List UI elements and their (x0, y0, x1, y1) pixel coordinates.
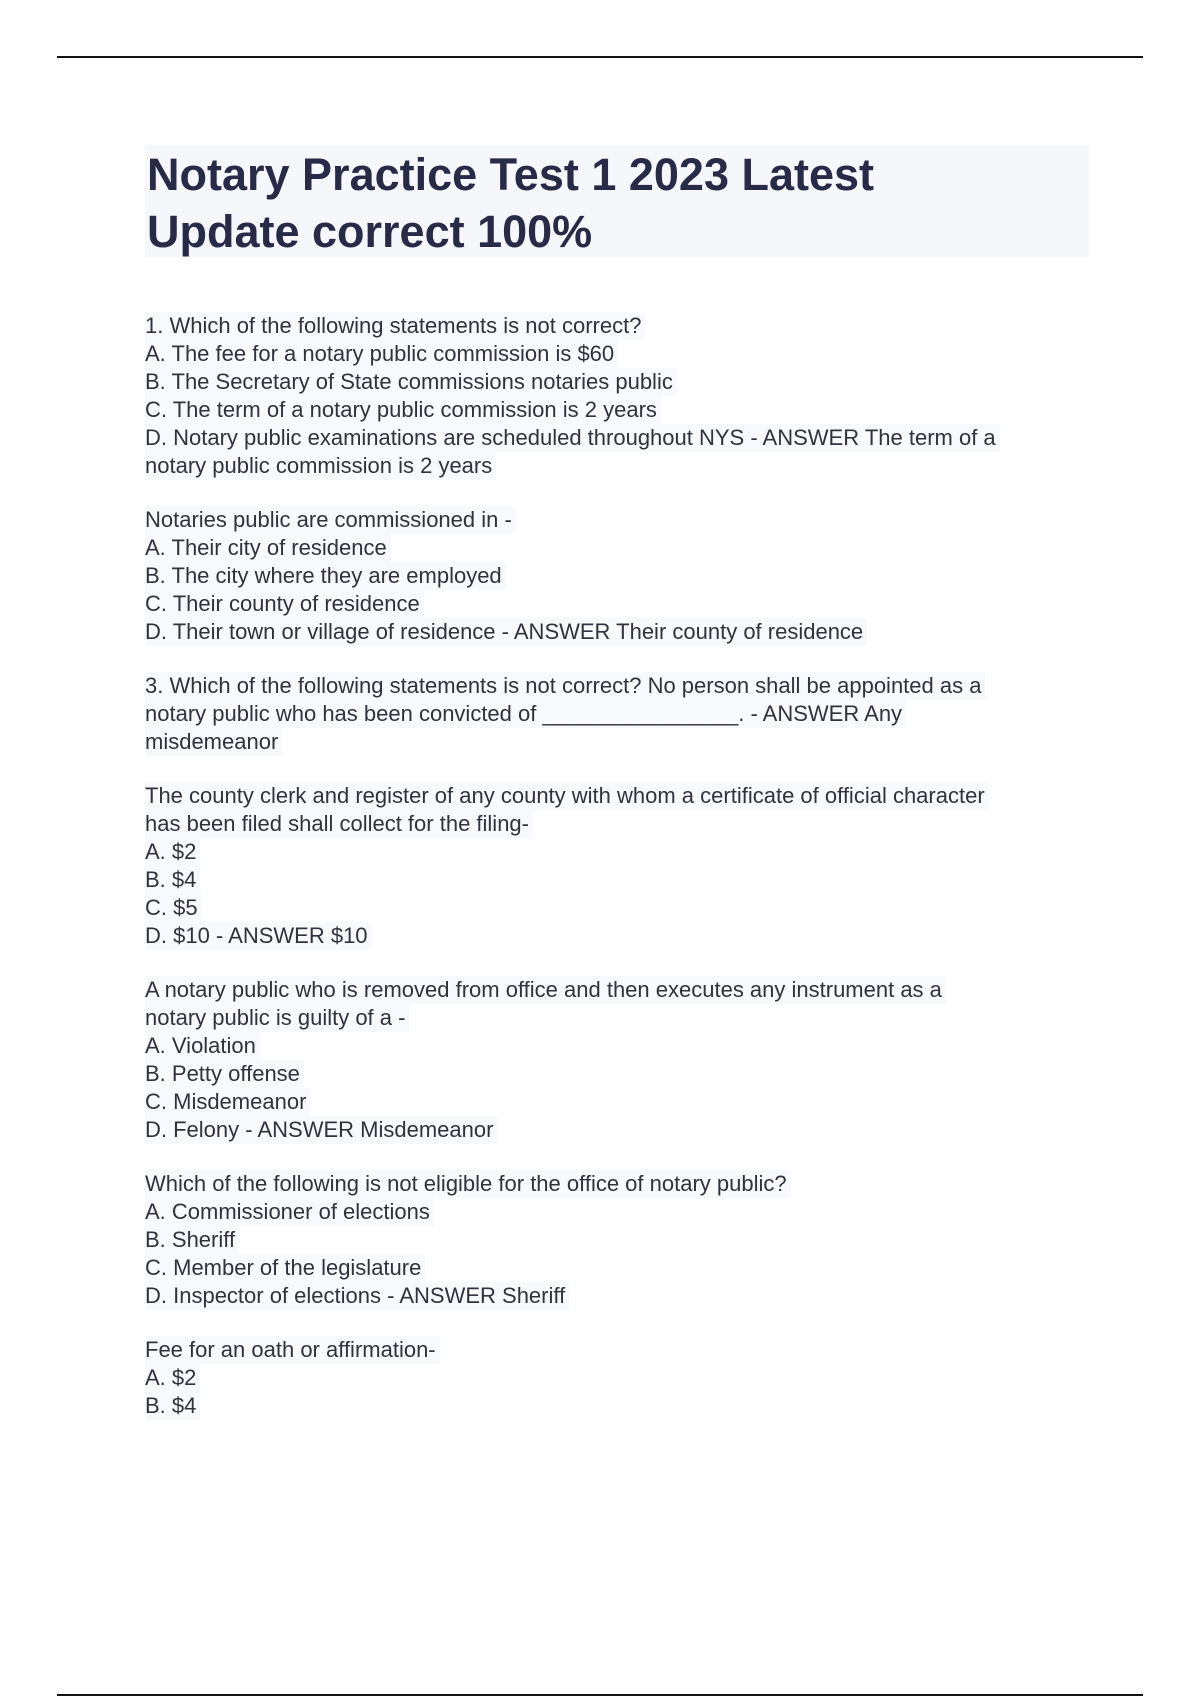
question-line: D. $10 - ANSWER $10 (145, 922, 372, 950)
question-line: A. Commissioner of elections (145, 1198, 434, 1226)
question-block (145, 782, 1095, 950)
question-line: D. Their town or village of residence - ANSWER Their county of residence (145, 618, 867, 646)
question-line: A. Their city of residence (145, 534, 391, 562)
question-text: Fee for an oath or affirmation- (145, 1336, 440, 1364)
question-line: notary public who has been convicted of ________________. - ANSWER Any (145, 700, 906, 728)
question-text: 3. Which of the following statements is not correct? No person shall be appointed as a (145, 672, 985, 700)
question-line: D. Felony - ANSWER Misdemeanor (145, 1116, 497, 1144)
question-line: D. Notary public examinations are scheduled throughout NYS - ANSWER The term of a (145, 424, 1000, 452)
question-text: The county clerk and register of any county with whom a certificate of official character (145, 782, 989, 810)
question-block (145, 506, 1095, 646)
question-line: B. $4 (145, 1392, 200, 1420)
question-block (145, 976, 1095, 1144)
question-block (145, 1336, 1095, 1420)
question-line: B. Petty offense (145, 1060, 304, 1088)
question-line: C. Misdemeanor (145, 1088, 310, 1116)
question-line: has been filed shall collect for the filing- (145, 810, 533, 838)
question-line: A. $2 (145, 838, 200, 866)
question-line: B. Sheriff (145, 1226, 239, 1254)
question-line: misdemeanor (145, 728, 282, 756)
bottom-rule (57, 1694, 1143, 1696)
question-line: C. $5 (145, 894, 202, 922)
question-block (145, 1170, 1095, 1310)
question-line: C. The term of a notary public commission is 2 years (145, 396, 661, 424)
question-line: C. Member of the legislature (145, 1254, 425, 1282)
question-line: C. Their county of residence (145, 590, 424, 618)
question-line: A. The fee for a notary public commission is $60 (145, 340, 618, 368)
document-title-line-1: Notary Practice Test 1 2023 Latest (147, 149, 875, 200)
question-text: Which of the following is not eligible for the office of notary public? (145, 1170, 791, 1198)
question-block (145, 672, 1095, 756)
question-line: notary public is guilty of a - (145, 1004, 409, 1032)
question-line: notary public commission is 2 years (145, 452, 496, 480)
question-text: 1. Which of the following statements is not correct? (145, 312, 645, 340)
question-block (145, 312, 1095, 480)
question-line: B. The Secretary of State commissions notaries public (145, 368, 677, 396)
question-list (145, 312, 1095, 1446)
document-title-line-2: Update correct 100% (147, 206, 593, 257)
top-rule (57, 56, 1143, 58)
question-line: B. The city where they are employed (145, 562, 506, 590)
question-line: D. Inspector of elections - ANSWER Sheriff (145, 1282, 569, 1310)
question-text: A notary public who is removed from office and then executes any instrument as a (145, 976, 946, 1004)
document-title (147, 146, 1087, 260)
question-line: B. $4 (145, 866, 200, 894)
question-line: A. Violation (145, 1032, 260, 1060)
question-line: A. $2 (145, 1364, 200, 1392)
question-text: Notaries public are commissioned in - (145, 506, 516, 534)
